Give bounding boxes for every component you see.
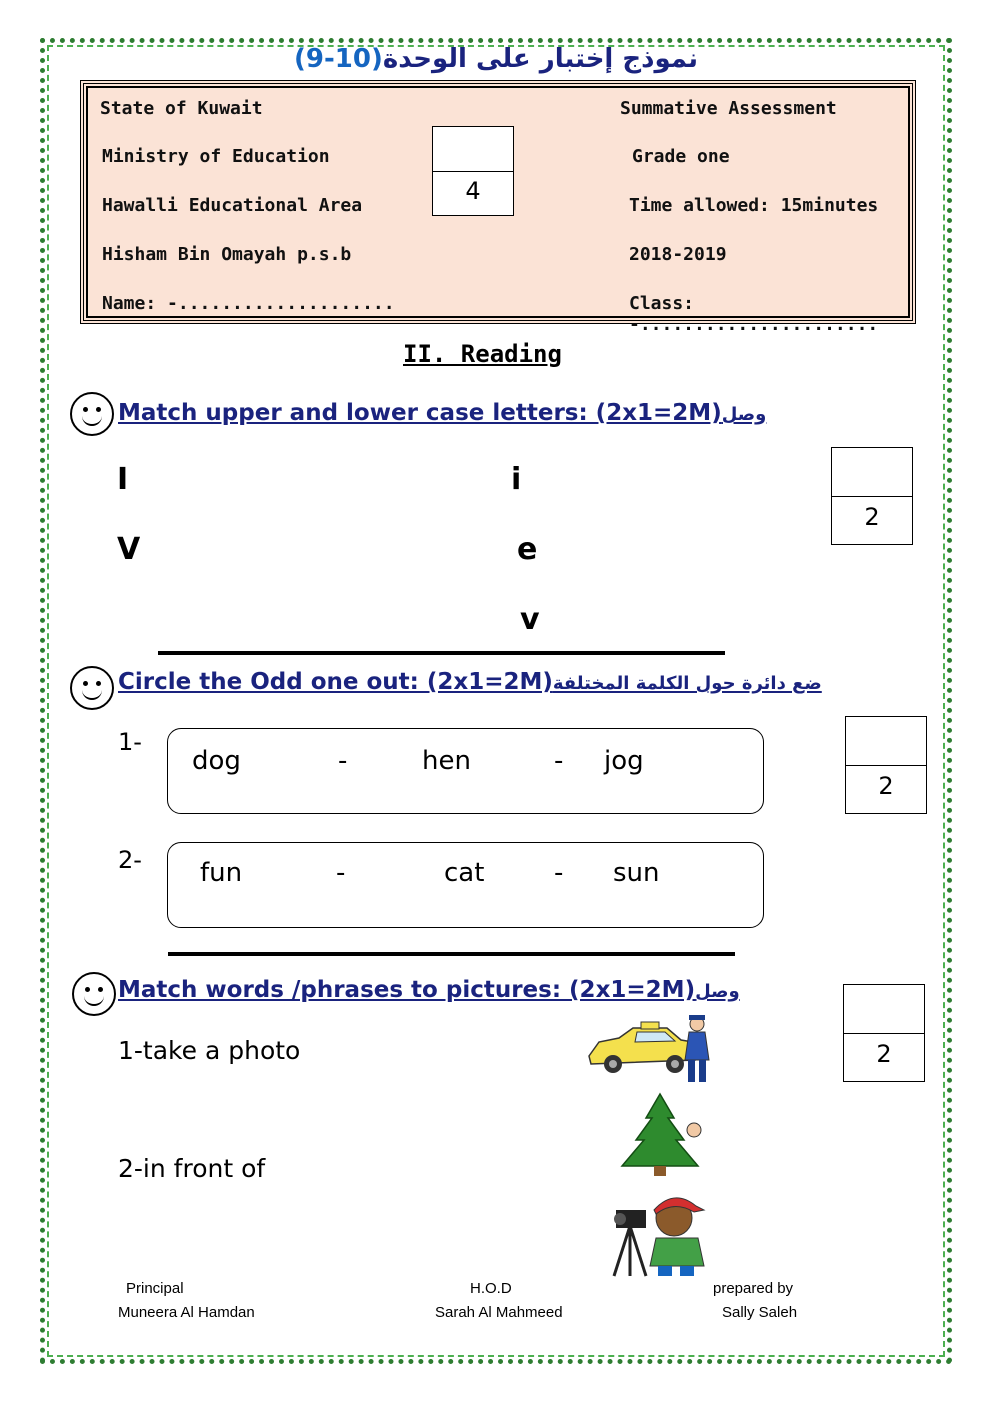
word-option[interactable]: sun — [613, 858, 660, 888]
score-divider — [832, 496, 912, 497]
smiley-icon — [70, 392, 114, 436]
lower-letter-2: e — [517, 532, 538, 567]
word-option[interactable]: dog — [192, 746, 241, 776]
footer-role-principal: Principal — [126, 1280, 184, 1297]
header-time: Time allowed: 15minutes — [629, 195, 879, 216]
q2-row-2-number: 2- — [118, 846, 142, 874]
lower-letter-1: i — [511, 462, 522, 497]
smiley-icon — [70, 666, 114, 710]
upper-letter-2: V — [117, 532, 141, 567]
word-separator: - — [338, 746, 348, 776]
divider-2 — [168, 952, 735, 956]
q3-title-text: Match words /phrases to pictures: (2x1=2M) — [118, 977, 696, 1003]
footer-name-hod: Sarah Al Mahmeed — [435, 1304, 563, 1321]
q1-score-box — [831, 447, 913, 545]
q3-phrase-1: 1-take a photo — [118, 1036, 301, 1065]
q1-score: 2 — [864, 503, 880, 531]
q2-score: 2 — [878, 772, 894, 800]
q2-title — [118, 669, 822, 695]
exam-title-arabic: نموذج إختبار على الوحدة — [382, 44, 698, 74]
word-separator: - — [554, 858, 564, 888]
upper-letter-1: I — [117, 462, 129, 497]
total-score: 4 — [465, 177, 481, 205]
q3-title — [118, 977, 740, 1003]
q2-score-box — [845, 716, 927, 814]
header-assessment: Summative Assessment — [620, 98, 837, 119]
footer-role-hod: H.O.D — [470, 1280, 512, 1297]
q2-row-1-box — [167, 728, 764, 814]
word-option[interactable]: cat — [444, 858, 485, 888]
word-option[interactable]: fun — [200, 858, 243, 888]
word-separator: - — [336, 858, 346, 888]
tree-picture[interactable] — [614, 1090, 706, 1178]
class-field: Class: -...................... — [629, 293, 879, 335]
header-year: 2018-2019 — [629, 244, 727, 265]
photographer-picture[interactable] — [608, 1186, 718, 1278]
footer-role-preparer: prepared by — [713, 1280, 794, 1297]
q1-title — [118, 400, 766, 426]
q3-phrase-2: 2-in front of — [118, 1154, 266, 1183]
q3-title-arabic: وصل — [695, 981, 740, 1002]
q2-title-text: Circle the Odd one out: (2x1=2M) — [118, 669, 553, 695]
name-field: Name: -.................... — [102, 293, 395, 314]
q2-row-2-box — [167, 842, 764, 928]
exam-title — [0, 44, 992, 74]
lower-letter-3: v — [520, 602, 540, 637]
q1-title-text: Match upper and lower case letters: (2x1=2M) — [118, 400, 722, 426]
q3-score-box — [843, 984, 925, 1082]
header-school: Hisham Bin Omayah p.s.b — [102, 244, 352, 265]
word-option[interactable]: jog — [604, 746, 644, 776]
header-state: State of Kuwait — [100, 98, 263, 119]
word-option[interactable]: hen — [422, 746, 471, 776]
score-divider — [846, 765, 926, 766]
q1-title-arabic: وصل — [721, 404, 767, 425]
header-area: Hawalli Educational Area — [102, 195, 363, 216]
taxi-policeman-picture[interactable] — [585, 1012, 720, 1086]
exam-title-unit: (10-9) — [294, 44, 383, 74]
footer-name-preparer: Sally Saleh — [722, 1304, 798, 1321]
header-ministry: Ministry of Education — [102, 146, 330, 167]
section-heading: II. Reading — [403, 340, 562, 368]
score-divider — [433, 171, 513, 172]
word-separator: - — [554, 746, 564, 776]
header-grade: Grade one — [632, 146, 730, 167]
q2-row-1-number: 1- — [118, 728, 142, 756]
footer-name-principal: Muneera Al Hamdan — [118, 1304, 255, 1321]
score-divider — [844, 1033, 924, 1034]
header-box — [80, 80, 916, 335]
divider-1 — [158, 651, 725, 655]
q2-title-arabic: ضع دائرة حول الكلمة المختلفة — [552, 673, 822, 694]
smiley-icon — [72, 972, 116, 1016]
total-score-box — [432, 126, 514, 216]
q3-score: 2 — [876, 1040, 892, 1068]
